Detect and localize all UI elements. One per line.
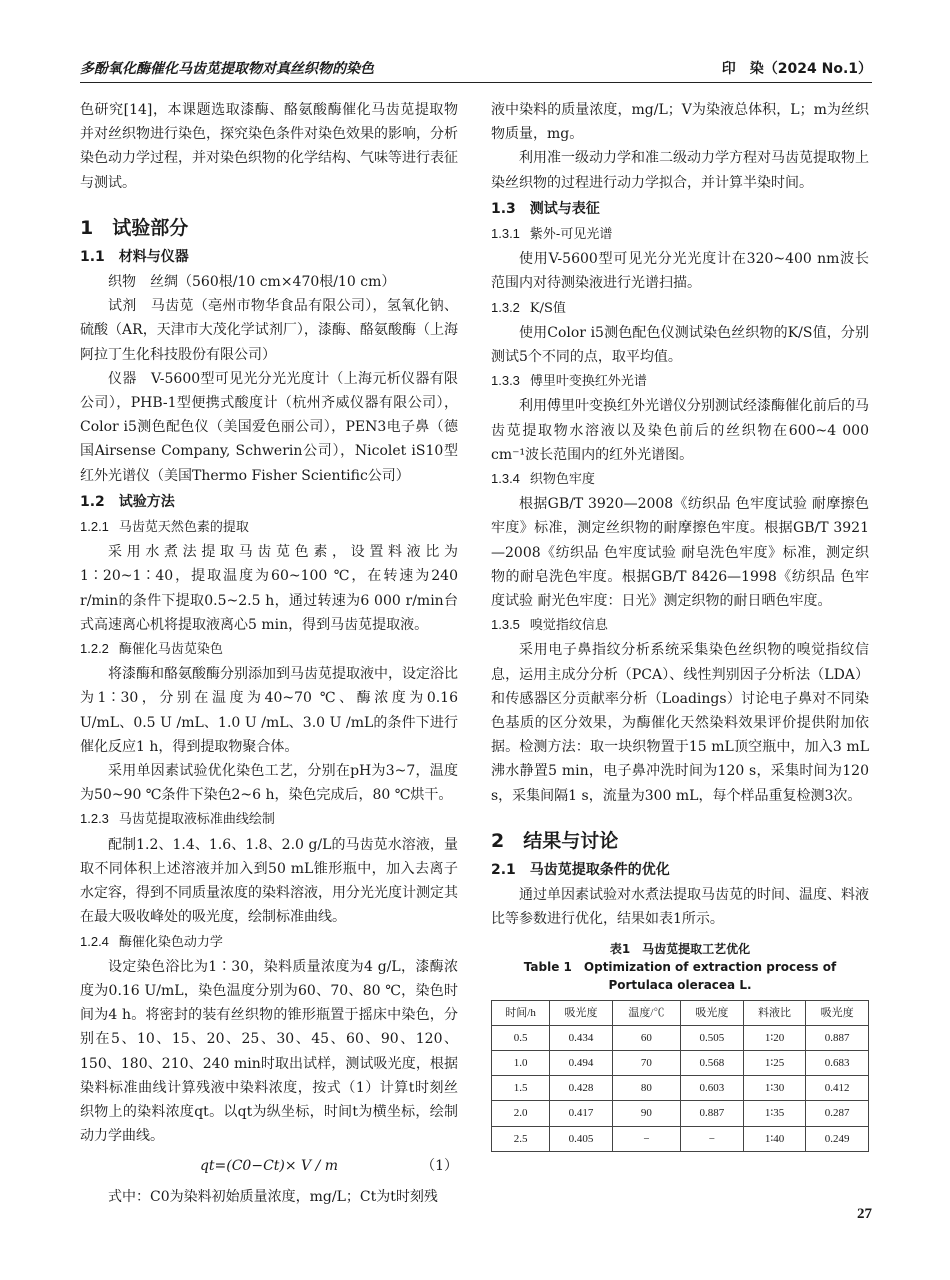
table-cell: 0.428 — [550, 1076, 613, 1101]
table-cell: 0.683 — [806, 1050, 869, 1075]
section-1-1-heading: 1.1 材料与仪器 — [80, 248, 189, 265]
intro-paragraph: 色研究[14]，本课题选取漆酶、酪氨酸酶催化马齿苋提取物并对丝织物进行染色，探究染色条件对染色效果的影响，分析染色动力学过程，并对染色织物的化学结构、气味等进行表征与测试。 — [80, 102, 458, 191]
table-header-cell: 吸光度 — [550, 1000, 613, 1025]
table-row — [492, 1050, 869, 1075]
table-cell: 0.494 — [550, 1050, 613, 1075]
table-cell: 0.249 — [806, 1126, 869, 1151]
instruments-paragraph: 仪器 V-5600型可见光分光光度计（上海元析仪器有限公司），PHB-1型便携式酸度计（杭州齐威仪器有限公司），Color i5测色配色仪（美国爱色丽公司），PEN3电子鼻（德国Airsense Company, Schwerin公司），Nicolet iS10型红外光谱仪（美国Thermo Fisher Scientific公司） — [80, 370, 458, 484]
table-cell: 0.603 — [681, 1076, 744, 1101]
section-1-3-3-heading: 1.3.3 傅里叶变换红外光谱 — [491, 373, 647, 390]
header-rule — [80, 82, 872, 83]
enzyme-paragraph: 将漆酶和酪氨酸酶分别添加到马齿苋提取液中，设定浴比为1∶30，分别在温度为40~70 ℃、酶浓度为0.16 U/mL、0.5 U /mL、1.0 U /mL、3.0 U /mL的条件下进行催化反应1 h，得到提取物聚合体。 — [80, 666, 458, 755]
ks-paragraph: 使用Color i5测色配色仪测试染色丝织物的K/S值，分别测试5个不同的点，取平均值。 — [491, 324, 869, 366]
table-header-cell: 料液比 — [743, 1000, 806, 1025]
e-nose-paragraph: 采用电子鼻指纹分析系统采集染色丝织物的嗅觉指纹信息，运用主成分分析（PCA）、线性判别因子分析法（LDA）和传感器区分贡献率分析（Loadings）讨论电子鼻对不同染色基质的区分效果，为酶催化天然染料效果评价提供附加依据。检测方法：取一块织物置于15 mL顶空瓶中，加入3 mL沸水静置5 min，电子鼻冲洗时间为120 s，采集时间为120 s，采集间隔1 s，流量为300 mL，每个样品重复检测3次。 — [491, 642, 869, 804]
fabric-paragraph: 织物 丝绸（560根/10 cm×470根/10 cm） — [108, 274, 396, 291]
table-cell: 0.887 — [681, 1101, 744, 1126]
optimization-paragraph: 通过单因素试验对水煮法提取马齿苋的时间、温度、料液比等参数进行优化，结果如表1所示。 — [491, 887, 869, 928]
table-cell: 0.412 — [806, 1076, 869, 1101]
section-1-2-2-heading: 1.2.2 酶催化马齿苋染色 — [80, 641, 223, 658]
table-row — [492, 1076, 869, 1101]
section-1-3-1-heading: 1.3.1 紫外-可见光谱 — [491, 226, 613, 243]
uv-vis-paragraph: 使用V-5600型可见光分光光度计在320~400 nm波长范围内对待测染液进行光谱扫描。 — [491, 251, 869, 292]
table-cell: 90 — [612, 1101, 680, 1126]
fastness-paragraph: 根据GB/T 3920—2008《纺织品 色牢度试验 耐摩擦色牢度》标准，测定丝织物的耐摩擦色牢度。根据GB/T 3921—2008《纺织品 色牢度试验 耐皂洗色牢度》标准，测定织物的耐皂洗色牢度。根据GB/T 8426—1998《纺织品 色牢度试验 耐光色牢度：日光》测定织物的耐日晒色牢度。 — [491, 496, 869, 610]
section-1-3-5-heading: 1.3.5 嗅觉指纹信息 — [491, 617, 608, 634]
table-cell: 0.417 — [550, 1101, 613, 1126]
table-cell: 1∶25 — [743, 1050, 806, 1075]
table-cell: 2.5 — [492, 1126, 550, 1151]
table-cell: 2.0 — [492, 1101, 550, 1126]
table-cell: 0.405 — [550, 1126, 613, 1151]
section-1-3-4-heading: 1.3.4 织物色牢度 — [491, 471, 595, 488]
reagents-paragraph: 试剂 马齿苋（亳州市物华食品有限公司），氢氧化钠、硫酸（AR，天津市大茂化学试剂厂），漆酶、酪氨酸酶（上海阿拉丁生化科技股份有限公司） — [80, 298, 458, 363]
table-cell: 0.887 — [806, 1025, 869, 1050]
optimization-table — [491, 1000, 869, 1152]
table-cell: 0.5 — [492, 1025, 550, 1050]
standard-curve-paragraph: 配制1.2、1.4、1.6、1.8、2.0 g/L的马齿苋水溶液，量取不同体积上述溶液并加入到50 mL锥形瓶中，加入去离子水定容，得到不同质量浓度的染料溶液，用分光光度计测定其在最大吸收峰处的吸光度，绘制标准曲线。 — [80, 836, 458, 926]
table-cell: 70 — [612, 1050, 680, 1075]
table-cell: 1∶35 — [743, 1101, 806, 1126]
table-row — [492, 1025, 869, 1050]
page-number: 27 — [857, 1206, 872, 1222]
table-header-row — [492, 1000, 869, 1025]
table-cell: 0.434 — [550, 1025, 613, 1050]
table-header-cell: 吸光度 — [806, 1000, 869, 1025]
table-caption-cn: 表1 马齿苋提取工艺优化 — [609, 941, 751, 956]
table-row — [492, 1101, 869, 1126]
table-header-cell: 时间/h — [492, 1000, 550, 1025]
table-cell: 1.0 — [492, 1050, 550, 1075]
table-cell: − — [681, 1126, 744, 1151]
running-title: 多酚氧化酶催化马齿苋提取物对真丝织物的染色 — [80, 61, 374, 77]
equation-1 — [80, 1154, 458, 1178]
section-1-2-4-heading: 1.2.4 酶催化染色动力学 — [80, 933, 223, 950]
where-continued: 液中染料的质量浓度，mg/L；V为染液总体积，L；m为丝织物质量，mg。 — [491, 102, 869, 143]
table-cell: 80 — [612, 1076, 680, 1101]
table-header-cell: 温度/℃ — [612, 1000, 680, 1025]
table-cell: 1∶30 — [743, 1076, 806, 1101]
right-column — [491, 98, 869, 1152]
kinetics-method-paragraph: 设定染色浴比为1∶30，染料质量浓度为4 g/L，漆酶浓度为0.16 U/mL，染色温度分别为60、70、80 ℃，染色时间为4 h。将密封的装有丝织物的锥形瓶置于摇床中染色，分别在5、10、15、20、25、30、45、60、90、120、150、180、210、240 min时取出试样，测试吸光度，根据染料标准曲线计算残液中染料浓度，按式（1）计算t时刻丝织物上的染料浓度qt。以qt为纵坐标，时间t为横坐标，绘制动力学曲线。 — [80, 958, 458, 1145]
ftir-paragraph: 利用傅里叶变换红外光谱仪分别测试经漆酶催化前后的马齿苋提取物水溶液以及染色前后的丝织物在600~4 000 cm⁻¹波长范围内的红外光谱图。 — [491, 398, 869, 463]
equation-number: （1） — [421, 1158, 458, 1175]
where-paragraph: 式中：C0为染料初始质量浓度，mg/L；Ct为t时刻残 — [108, 1188, 438, 1205]
table-row — [492, 1126, 869, 1151]
journal-issue: 印 染（2024 No.1） — [721, 61, 872, 77]
table-cell: 0.505 — [681, 1025, 744, 1050]
section-1-3-heading: 1.3 测试与表征 — [491, 200, 600, 217]
table-cell: − — [612, 1126, 680, 1151]
left-column — [80, 98, 458, 1209]
section-1-2-heading: 1.2 试验方法 — [80, 493, 175, 510]
dyeing-paragraph: 采用单因素试验优化染色工艺，分别在pH为3~7，温度为50~90 ℃条件下染色2~6 h，染色完成后，80 ℃烘干。 — [80, 763, 458, 804]
section-2-heading: 2 结果与讨论 — [491, 829, 619, 852]
extraction-paragraph: 采用水煮法提取马齿苋色素，设置料液比为1∶20~1∶40，提取温度为60~100 ℃，在转速为240 r/min的条件下提取0.5~2.5 h，通过转速为6 000 r/min台式高速离心机将提取液离心5 min，得到马齿苋提取液。 — [80, 544, 458, 633]
running-header — [80, 58, 872, 82]
kinetics-fit-paragraph: 利用准一级动力学和准二级动力学方程对马齿苋提取物上染丝织物的过程进行动力学拟合，并计算半染时间。 — [491, 150, 869, 191]
table-cell: 1∶20 — [743, 1025, 806, 1050]
section-2-1-heading: 2.1 马齿苋提取条件的优化 — [491, 861, 670, 878]
table-cell: 1∶40 — [743, 1126, 806, 1151]
table-cell: 0.568 — [681, 1050, 744, 1075]
section-1-3-2-heading: 1.3.2 K/S值 — [491, 299, 566, 316]
section-1-2-1-heading: 1.2.1 马齿苋天然色素的提取 — [80, 519, 249, 536]
table-cell: 1.5 — [492, 1076, 550, 1101]
table-header-cell: 吸光度 — [681, 1000, 744, 1025]
table-cell: 60 — [612, 1025, 680, 1050]
section-1-2-3-heading: 1.2.3 马齿苋提取液标准曲线绘制 — [80, 811, 275, 828]
table-caption-en: Table 1 Optimization of extraction process of Portulaca oleracea L. — [523, 959, 837, 992]
table-cell: 0.287 — [806, 1101, 869, 1126]
equation-body: qt=(C0−Ct)× V / m — [199, 1158, 339, 1175]
section-1-heading: 1 试验部分 — [80, 216, 189, 239]
